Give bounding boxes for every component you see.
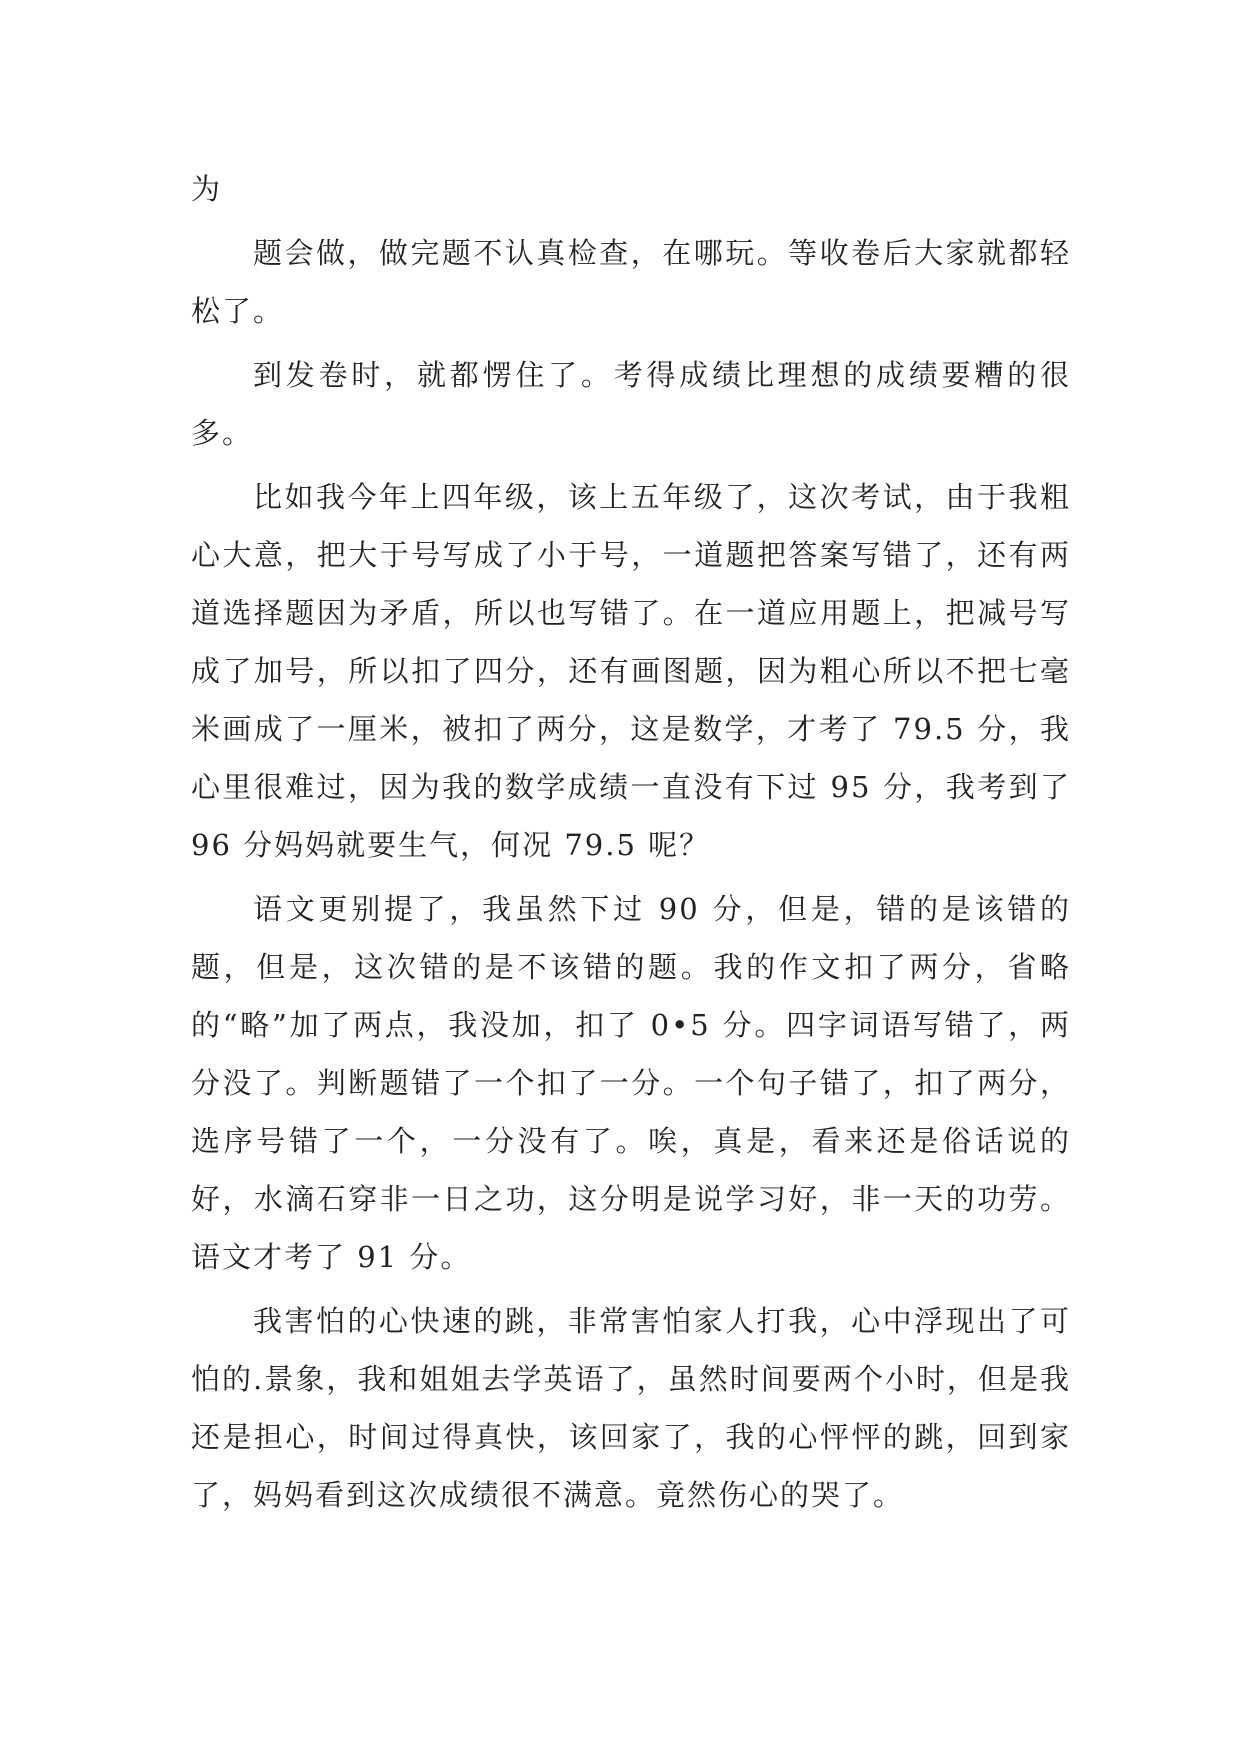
paragraph: 语文更别提了，我虽然下过 90 分，但是，错的是该错的题，但是，这次错的是不该错的题。我的作文扣了两分，省略的“略”加了两点，我没加，扣了 0•5 分。四字词语写错了，两分没了。判断题错了一个扣了一分。一个句子错了，扣了两分，选序号错了一个，一分没有了。唉，真是，看来还是俗话说的好，水滴石穿非一日之功，这分明是说学习好，非一天的功劳。语文才考了 91 分。 xyxy=(191,892,1071,1274)
document-body xyxy=(191,160,1071,1524)
paragraph-fragment: 为 xyxy=(191,172,223,206)
paragraph: 题会做，做完题不认真检查，在哪玩。等收卷后大家就都轻松了。 xyxy=(191,236,1071,328)
paragraph: 到发卷时，就都愣住了。考得成绩比理想的成绩要糟的很多。 xyxy=(191,358,1071,450)
paragraph: 我害怕的心快速的跳，非常害怕家人打我，心中浮现出了可怕的.景象，我和姐姐去学英语了，虽然时间要两个小时，但是我还是担心，时间过得真快，该回家了，我的心怦怦的跳，回到家了，妈妈看到这次成绩很不满意。竟然伤心的哭了。 xyxy=(191,1304,1071,1512)
paragraph: 比如我今年上四年级，该上五年级了，这次考试，由于我粗心大意，把大于号写成了小于号，一道题把答案写错了，还有两道选择题因为矛盾，所以也写错了。在一道应用题上，把减号写成了加号，所以扣了四分，还有画图题，因为粗心所以不把七毫米画成了一厘米，被扣了两分，这是数学，才考了 79.5 分，我心里很难过，因为我的数学成绩一直没有下过 95 分，我考到了 96 分妈妈就要生气，何况 79.5 呢？ xyxy=(191,480,1071,862)
